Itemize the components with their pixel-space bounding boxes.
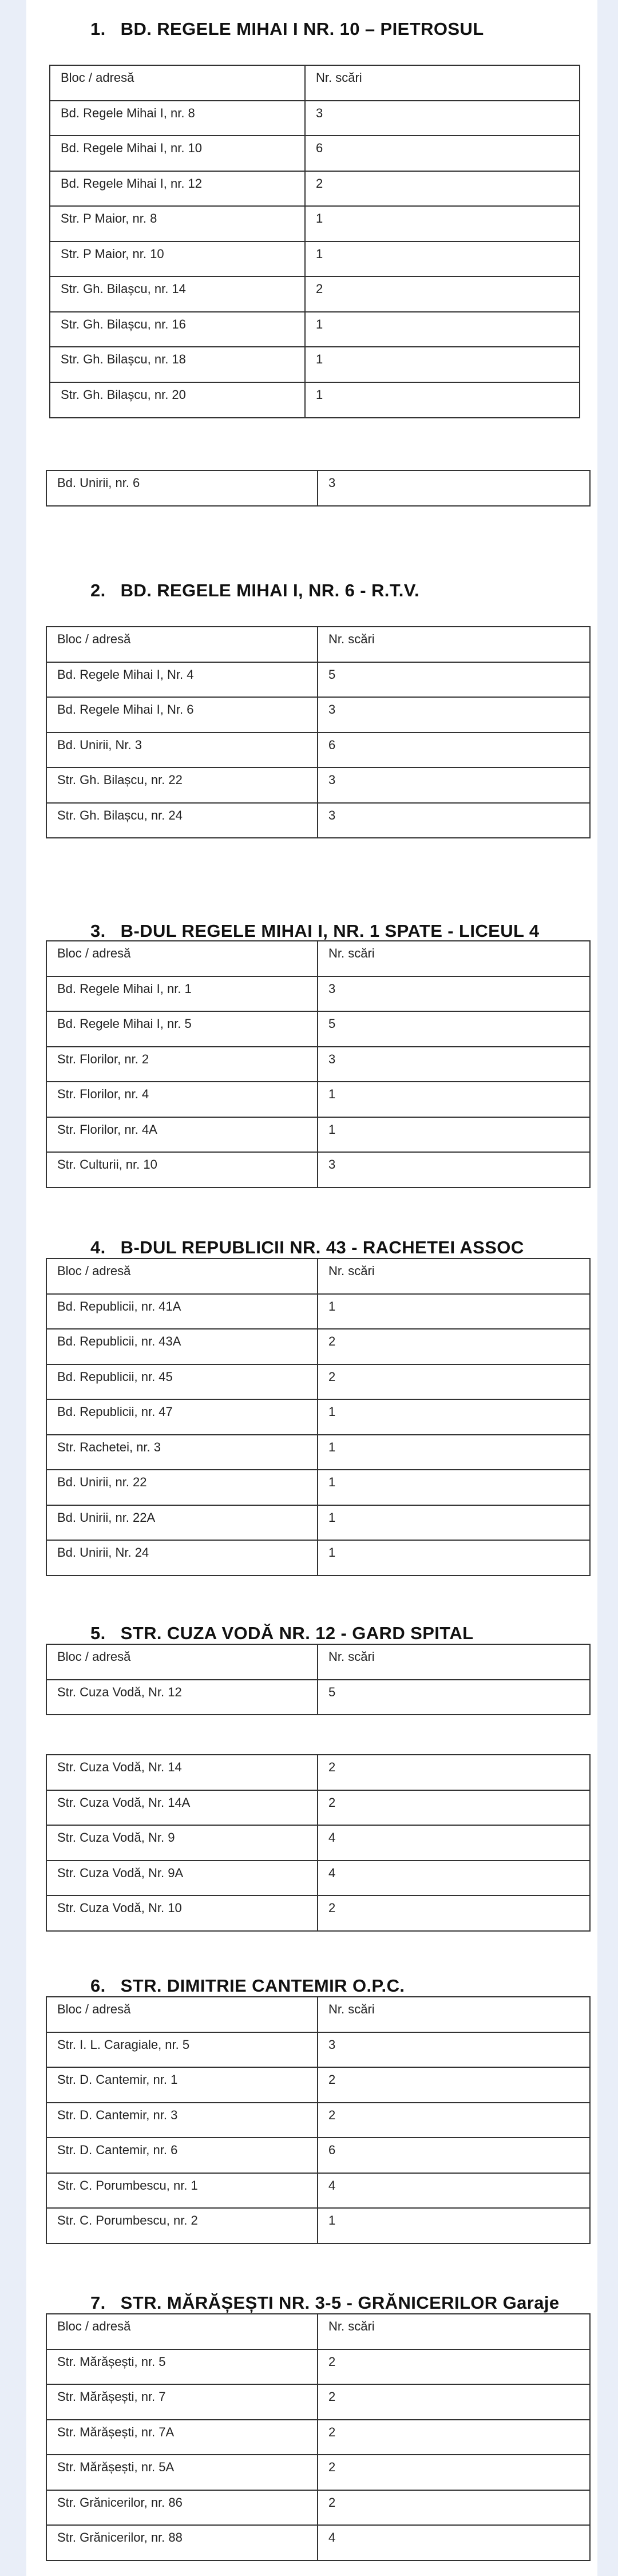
cell-stairs: 3 <box>318 976 590 1011</box>
cell-stairs: 1 <box>318 1470 590 1505</box>
cell-address: Bd. Regele Mihai I, nr. 5 <box>46 1011 318 1047</box>
table-row <box>46 2032 590 2067</box>
cell-stairs: 1 <box>318 2208 590 2243</box>
table-header-row <box>50 65 580 101</box>
cell-stairs: 3 <box>318 1152 590 1188</box>
cell-address: Bd. Unirii, Nr. 24 <box>46 1540 318 1576</box>
cell-address: Str. Mărășești, nr. 7 <box>46 2384 318 2420</box>
cell-stairs: 1 <box>318 1399 590 1435</box>
section-heading <box>90 1237 524 1258</box>
cell-address: Str. Cuza Vodă, Nr. 14A <box>46 1790 318 1825</box>
cell-address: Str. I. L. Caragiale, nr. 5 <box>46 2032 318 2067</box>
table-row <box>46 2420 590 2455</box>
cell-address: Str. Florilor, nr. 4 <box>46 1082 318 1117</box>
table-row <box>46 1505 590 1540</box>
table-row <box>50 101 580 136</box>
cell-address: Str. Mărășești, nr. 7A <box>46 2420 318 2455</box>
cell-stairs: 4 <box>318 1861 590 1896</box>
cell-stairs: 5 <box>318 1680 590 1715</box>
cell-stairs: 2 <box>318 1755 590 1790</box>
address-table <box>46 940 591 1188</box>
cell-address: Str. Rachetei, nr. 3 <box>46 1435 318 1470</box>
cell-address: Str. Florilor, nr. 2 <box>46 1047 318 1082</box>
table-row <box>46 733 590 767</box>
table-row <box>46 2525 590 2561</box>
section-number: 4. <box>90 1237 106 1257</box>
cell-address: Bd. Republicii, nr. 41A <box>46 1294 318 1329</box>
table-row <box>50 171 580 206</box>
table-row <box>46 1435 590 1470</box>
cell-stairs: 1 <box>305 242 580 276</box>
cell-address: Bd. Unirii, nr. 22 <box>46 1470 318 1505</box>
table-row <box>46 1861 590 1896</box>
table-row <box>46 2490 590 2525</box>
header-address: Bloc / adresă <box>46 1259 318 1294</box>
cell-address: Str. Mărășești, nr. 5A <box>46 2455 318 2490</box>
cell-address: Bd. Regele Mihai I, Nr. 6 <box>46 697 318 733</box>
table-row <box>46 1399 590 1435</box>
cell-address: Str. D. Cantemir, nr. 6 <box>46 2138 318 2173</box>
cell-stairs: 6 <box>318 2138 590 2173</box>
cell-address: Bd. Unirii, Nr. 3 <box>46 733 318 767</box>
address-table <box>46 1644 591 1715</box>
cell-address: Str. Gh. Bilașcu, nr. 22 <box>46 767 318 803</box>
address-table <box>46 1258 591 1576</box>
table-row <box>46 1117 590 1152</box>
table-row <box>46 1082 590 1117</box>
section-title: STR. MĂRĂȘEȘTI NR. 3-5 - GRĂNICERILOR Garaje <box>120 2293 560 2313</box>
cell-stairs: 5 <box>318 1011 590 1047</box>
table-row <box>46 803 590 838</box>
table-row <box>50 347 580 382</box>
cell-stairs: 3 <box>318 767 590 803</box>
cell-stairs: 2 <box>318 1329 590 1364</box>
cell-stairs: 1 <box>318 1082 590 1117</box>
table-row <box>50 136 580 171</box>
cell-address: Bd. Regele Mihai I, Nr. 4 <box>46 662 318 697</box>
table-header-row <box>46 941 590 976</box>
table-row <box>46 470 590 506</box>
address-table <box>46 470 591 507</box>
cell-address: Str. Cuza Vodă, Nr. 10 <box>46 1896 318 1931</box>
cell-address: Str. Gh. Bilașcu, nr. 18 <box>50 347 305 382</box>
address-table <box>46 1996 591 2244</box>
document-page <box>26 0 597 2576</box>
header-stairs: Nr. scări <box>318 1997 590 2032</box>
table-row <box>46 1680 590 1715</box>
header-stairs: Nr. scări <box>318 941 590 976</box>
cell-stairs: 2 <box>305 276 580 312</box>
cell-address: Str. P Maior, nr. 8 <box>50 206 305 242</box>
cell-address: Str. D. Cantemir, nr. 1 <box>46 2067 318 2103</box>
cell-stairs: 1 <box>305 206 580 242</box>
section-heading <box>90 2293 560 2313</box>
cell-address: Str. Gh. Bilașcu, nr. 14 <box>50 276 305 312</box>
cell-address: Str. Cuza Vodă, Nr. 12 <box>46 1680 318 1715</box>
cell-stairs: 2 <box>318 2384 590 2420</box>
cell-stairs: 1 <box>318 1294 590 1329</box>
cell-address: Str. Mărășești, nr. 5 <box>46 2349 318 2384</box>
table-row <box>46 1540 590 1576</box>
table-row <box>50 276 580 312</box>
cell-address: Bd. Regele Mihai I, nr. 10 <box>50 136 305 171</box>
section-heading <box>90 1976 405 1996</box>
cell-address: Str. D. Cantemir, nr. 3 <box>46 2103 318 2138</box>
cell-address: Str. Gh. Bilașcu, nr. 16 <box>50 312 305 347</box>
section-heading <box>90 1623 473 1644</box>
cell-stairs: 2 <box>318 1364 590 1399</box>
cell-stairs: 3 <box>318 697 590 733</box>
section-heading <box>90 580 419 601</box>
header-address: Bloc / adresă <box>46 1997 318 2032</box>
table-row <box>50 312 580 347</box>
section-title: BD. REGELE MIHAI I NR. 10 – PIETROSUL <box>120 19 484 39</box>
header-stairs: Nr. scări <box>318 1259 590 1294</box>
table-row <box>46 2067 590 2103</box>
table-row <box>50 382 580 418</box>
cell-stairs: 1 <box>305 382 580 418</box>
table-row <box>46 2208 590 2243</box>
cell-stairs: 1 <box>318 1435 590 1470</box>
cell-address: Str. C. Porumbescu, nr. 2 <box>46 2208 318 2243</box>
section-title: BD. REGELE MIHAI I, NR. 6 - R.T.V. <box>120 580 419 600</box>
cell-stairs: 2 <box>318 1790 590 1825</box>
header-address: Bloc / adresă <box>46 627 318 662</box>
table-row <box>46 697 590 733</box>
cell-stairs: 2 <box>318 2420 590 2455</box>
cell-stairs: 4 <box>318 2173 590 2208</box>
table-row <box>46 1790 590 1825</box>
cell-address: Bd. Regele Mihai I, nr. 8 <box>50 101 305 136</box>
cell-stairs: 4 <box>318 1825 590 1861</box>
cell-stairs: 3 <box>318 803 590 838</box>
table-header-row <box>46 1259 590 1294</box>
section-heading <box>90 19 484 39</box>
cell-stairs: 2 <box>318 2103 590 2138</box>
cell-address: Str. Grănicerilor, nr. 86 <box>46 2490 318 2525</box>
section-number: 1. <box>90 19 106 39</box>
section-number: 3. <box>90 921 106 941</box>
cell-stairs: 2 <box>318 2455 590 2490</box>
table-row <box>46 1364 590 1399</box>
cell-stairs: 5 <box>318 662 590 697</box>
cell-stairs: 2 <box>318 2067 590 2103</box>
section-title: B-DUL REPUBLICII NR. 43 - RACHETEI ASSOC <box>120 1237 524 1257</box>
section-number: 7. <box>90 2293 106 2313</box>
table-row <box>46 2103 590 2138</box>
section-number: 2. <box>90 580 106 600</box>
table-row <box>46 1152 590 1188</box>
cell-stairs: 1 <box>305 347 580 382</box>
cell-stairs: 1 <box>318 1117 590 1152</box>
table-row <box>50 206 580 242</box>
cell-stairs: 1 <box>318 1505 590 1540</box>
table-row <box>46 1011 590 1047</box>
cell-stairs: 3 <box>318 470 590 506</box>
cell-address: Str. Cuza Vodă, Nr. 9 <box>46 1825 318 1861</box>
cell-stairs: 1 <box>318 1540 590 1576</box>
table-row <box>46 1047 590 1082</box>
table-header-row <box>46 1644 590 1680</box>
cell-stairs: 2 <box>318 1896 590 1931</box>
table-row <box>46 662 590 697</box>
cell-stairs: 2 <box>318 2349 590 2384</box>
section-title: STR. DIMITRIE CANTEMIR O.P.C. <box>120 1976 405 1996</box>
header-address: Bloc / adresă <box>46 1644 318 1680</box>
cell-address: Str. Cuza Vodă, Nr. 14 <box>46 1755 318 1790</box>
cell-stairs: 6 <box>305 136 580 171</box>
table-row <box>46 2455 590 2490</box>
section-title: STR. CUZA VODĂ NR. 12 - GARD SPITAL <box>120 1623 474 1643</box>
cell-address: Str. Cuza Vodă, Nr. 9A <box>46 1861 318 1896</box>
cell-address: Str. Florilor, nr. 4A <box>46 1117 318 1152</box>
address-table <box>49 65 580 418</box>
table-row <box>46 2349 590 2384</box>
cell-stairs: 2 <box>318 2490 590 2525</box>
cell-stairs: 3 <box>318 1047 590 1082</box>
cell-stairs: 3 <box>305 101 580 136</box>
header-stairs: Nr. scări <box>318 627 590 662</box>
table-row <box>46 976 590 1011</box>
address-table <box>46 626 591 838</box>
cell-address: Str. Gh. Bilașcu, nr. 24 <box>46 803 318 838</box>
cell-address: Str. Grănicerilor, nr. 88 <box>46 2525 318 2561</box>
section-number: 5. <box>90 1623 106 1643</box>
header-address: Bloc / adresă <box>46 2314 318 2349</box>
table-row <box>46 1896 590 1931</box>
cell-address: Bd. Unirii, nr. 22A <box>46 1505 318 1540</box>
header-stairs: Nr. scări <box>318 1644 590 1680</box>
cell-address: Bd. Unirii, nr. 6 <box>46 470 318 506</box>
cell-stairs: 2 <box>305 171 580 206</box>
cell-stairs: 4 <box>318 2525 590 2561</box>
address-table <box>46 1754 591 1932</box>
cell-address: Bd. Republicii, nr. 45 <box>46 1364 318 1399</box>
cell-stairs: 3 <box>318 2032 590 2067</box>
table-header-row <box>46 627 590 662</box>
table-row <box>46 2138 590 2173</box>
header-address: Bloc / adresă <box>46 941 318 976</box>
table-header-row <box>46 2314 590 2349</box>
header-address: Bloc / adresă <box>50 65 305 101</box>
table-row <box>46 1825 590 1861</box>
cell-address: Bd. Republicii, nr. 43A <box>46 1329 318 1364</box>
section-heading <box>90 921 539 941</box>
cell-address: Str. C. Porumbescu, nr. 1 <box>46 2173 318 2208</box>
header-stairs: Nr. scări <box>318 2314 590 2349</box>
cell-stairs: 1 <box>305 312 580 347</box>
section-number: 6. <box>90 1976 106 1996</box>
table-row <box>46 1470 590 1505</box>
cell-address: Str. Culturii, nr. 10 <box>46 1152 318 1188</box>
cell-address: Str. P Maior, nr. 10 <box>50 242 305 276</box>
address-table <box>46 2313 591 2561</box>
table-row <box>50 242 580 276</box>
table-row <box>46 2384 590 2420</box>
table-row <box>46 1755 590 1790</box>
cell-address: Bd. Regele Mihai I, nr. 12 <box>50 171 305 206</box>
cell-address: Str. Gh. Bilașcu, nr. 20 <box>50 382 305 418</box>
cell-stairs: 6 <box>318 733 590 767</box>
table-header-row <box>46 1997 590 2032</box>
header-stairs: Nr. scări <box>305 65 580 101</box>
table-row <box>46 1294 590 1329</box>
cell-address: Bd. Republicii, nr. 47 <box>46 1399 318 1435</box>
table-row <box>46 767 590 803</box>
section-title: B-DUL REGELE MIHAI I, NR. 1 SPATE - LICEUL 4 <box>120 921 540 941</box>
cell-address: Bd. Regele Mihai I, nr. 1 <box>46 976 318 1011</box>
table-row <box>46 2173 590 2208</box>
table-row <box>46 1329 590 1364</box>
